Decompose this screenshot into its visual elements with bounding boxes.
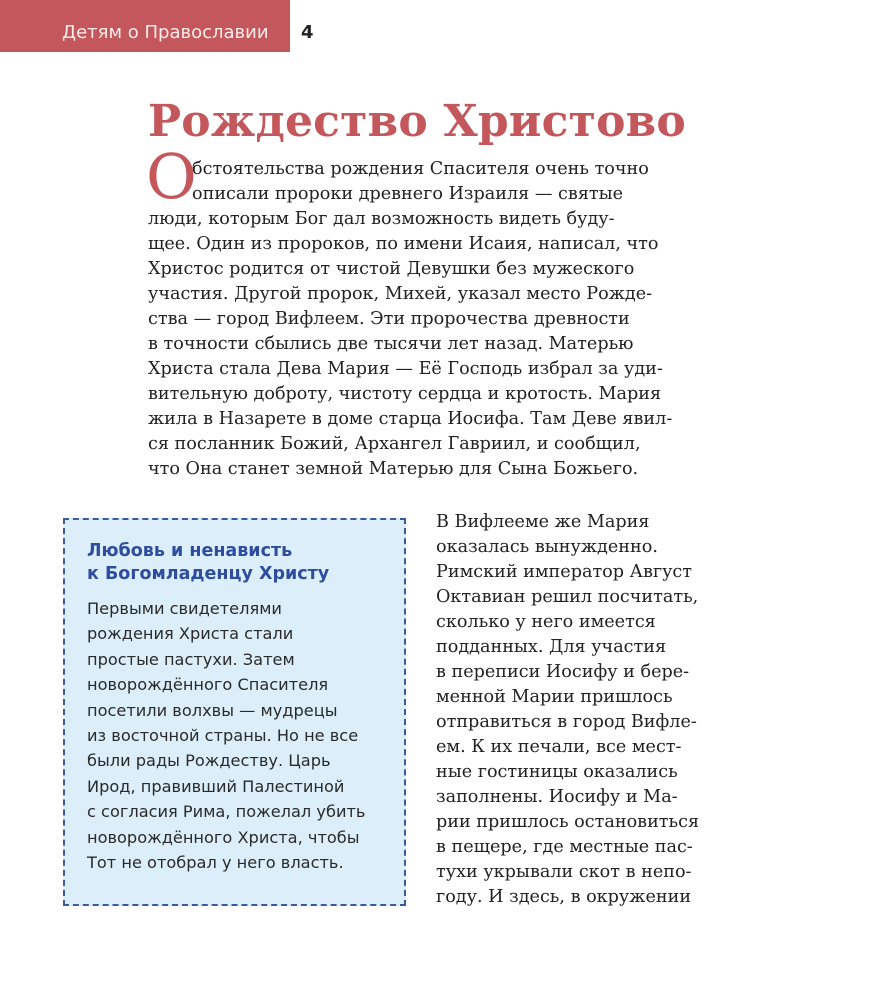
box-title-line: к Богомладенцу Христу xyxy=(87,564,330,584)
text-line: ные гостиницы оказались xyxy=(436,762,678,782)
box-text-line: были рады Рождеству. Царь xyxy=(87,751,331,771)
text-line: подданных. Для участия xyxy=(436,637,667,657)
text-line: году. И здесь, в окружении xyxy=(436,887,692,907)
box-text-line: простые пастухи. Затем xyxy=(87,649,295,669)
text-line: Христа стала Дева Мария — Её Господь избрал за уди- xyxy=(148,359,663,379)
text-line: участия. Другой пророк, Михей, указал место Рожде- xyxy=(148,284,653,304)
text-line: менной Марии пришлось xyxy=(436,687,673,707)
text-line: что Она станет земной Матерью для Сына Божьего. xyxy=(148,459,639,479)
text-line: заполнены. Иосифу и Ма- xyxy=(436,787,678,807)
text-line: ся посланник Божий, Архангел Гавриил, и сообщил, xyxy=(148,434,641,454)
text-line: бстоятельства рождения Спасителя очень точно xyxy=(192,159,649,179)
article-title: Рождество Христово xyxy=(148,96,686,147)
box-text-line: новорождённого Спасителя xyxy=(87,675,329,695)
sidebar-box-title xyxy=(87,540,329,586)
text-line: жила в Назарете в доме старца Иосифа. Там Деве явил- xyxy=(148,409,673,429)
text-line: описали пророки древнего Израиля — святые xyxy=(192,184,624,204)
text-line: в пещере, где местные пас- xyxy=(436,837,693,857)
box-text-line: из восточной страны. Но не все xyxy=(87,725,359,745)
box-text-line: Ирод, правивший Палестиной xyxy=(87,776,345,796)
text-line: тухи укрывали скот в непо- xyxy=(436,862,692,882)
header-bar xyxy=(0,0,290,52)
text-line: отправиться в город Вифле- xyxy=(436,712,697,732)
article-intro xyxy=(148,157,672,482)
page-number: 4 xyxy=(301,22,314,43)
text-line: ства — город Вифлеем. Эти пророчества древности xyxy=(148,309,630,329)
sidebar-box xyxy=(63,518,406,906)
text-line: оказалась вынужденно. xyxy=(436,537,658,557)
text-line: в переписи Иосифу и бере- xyxy=(436,662,690,682)
text-line: ем. К их печали, все мест- xyxy=(436,737,682,757)
box-text-line: с согласия Рима, пожелал убить xyxy=(87,802,366,822)
text-line: сколько у него имеется xyxy=(436,612,656,632)
text-line: В Вифлееме же Мария xyxy=(436,512,650,532)
text-line: щее. Один из пророков, по имени Исаия, написал, что xyxy=(148,234,659,254)
series-title: Детям о Православии xyxy=(62,22,269,43)
box-text-line: новорождённого Христа, чтобы xyxy=(87,827,360,847)
text-line: Октавиан решил посчитать, xyxy=(436,587,699,607)
drop-cap: О xyxy=(146,140,197,213)
box-text-line: Тот не отобрал у него власть. xyxy=(87,852,344,872)
box-text-line: рождения Христа стали xyxy=(87,624,294,644)
text-line: рии пришлось остановиться xyxy=(436,812,700,832)
text-line: вительную доброту, чистоту сердца и кротость. Мария xyxy=(148,384,662,404)
text-line: люди, которым Бог дал возможность видеть буду- xyxy=(148,209,615,229)
article-column xyxy=(436,510,699,910)
box-text-line: посетили волхвы — мудрецы xyxy=(87,700,338,720)
box-text-line: Первыми свидетелями xyxy=(87,599,282,618)
text-line: Христос родится от чистой Девушки без мужеского xyxy=(148,259,635,279)
text-line: в точности сбылись две тысячи лет назад. Матерью xyxy=(148,334,634,354)
sidebar-box-body xyxy=(87,596,365,875)
box-title-line: Любовь и ненависть xyxy=(87,541,293,561)
text-line: Римский император Август xyxy=(436,562,693,582)
